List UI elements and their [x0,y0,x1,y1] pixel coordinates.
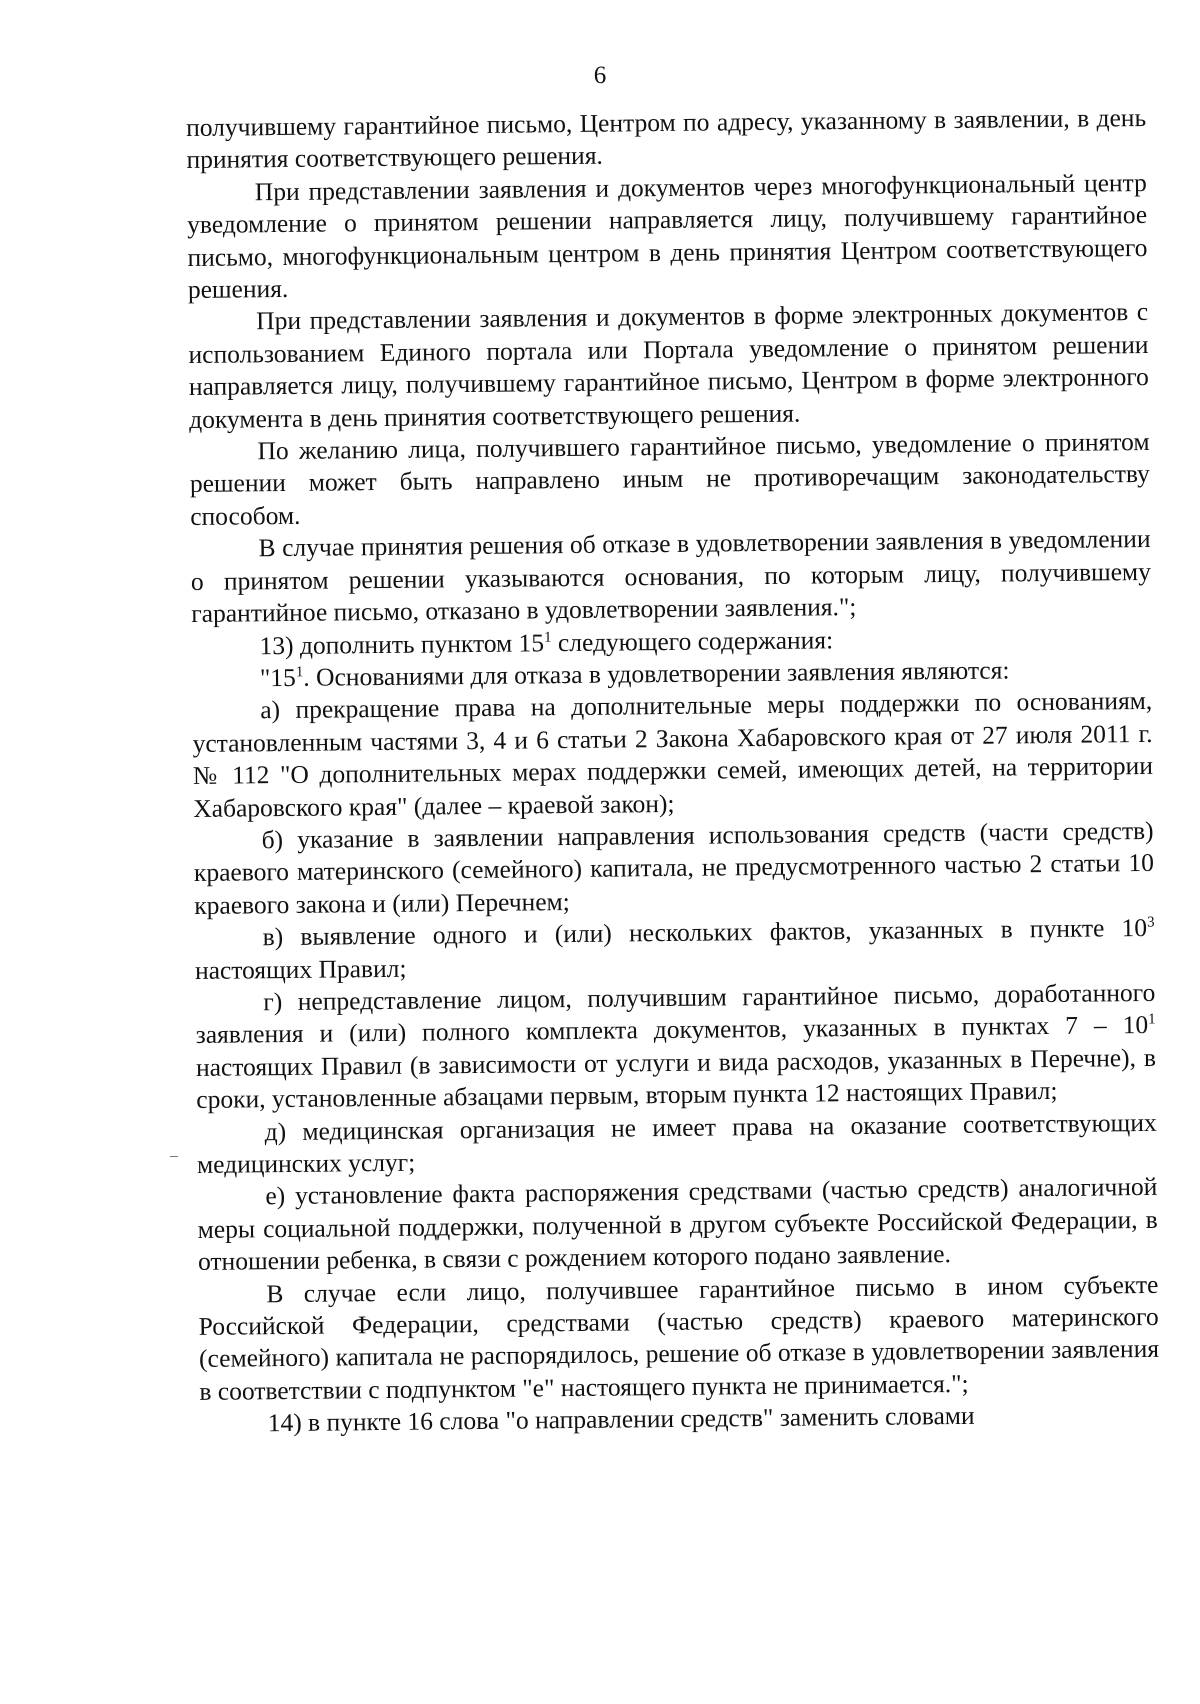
paragraph-text: настоящих Правил (в зависимости от услуги и вида расходов, указанных в Перечне), в сроки, установленные абзацами первым, вторым пункта 12 настоящих Правил; [195,1042,1157,1115]
superscript: 1 [543,629,552,646]
page-number: 6 [593,62,607,89]
paragraph-text: настоящих Правил; [194,953,407,985]
scan-artifact [170,1156,178,1157]
amendment-item-14: 14) в пункте 16 слова "о направлении средств" заменить словами [267,1401,975,1438]
superscript: 3 [1146,914,1155,931]
paragraph-text: . Основаниями для отказа в удовлетворении заявления являются: [303,655,1010,692]
paragraph: получившему гарантийное письмо, Центром по адресу, указанному в заявлении, в день принятия соответствующего решения. [186,102,1147,175]
subclause-v [194,912,1155,987]
subclause-d: д) медицинская организация не имеет права на оказание соответствующих медицинских услуг; [196,1107,1157,1179]
paragraph-text: следующего содержания: [551,624,834,657]
paragraph: При представлении заявления и документов в форме электронных документов с использованием Единого портала или Портала уведомление о принятом решении направляется лицу, получившему гарантийное письмо, Центром в форме электронного документа в день принятия соответствующего решения. [188,297,1149,434]
superscript: 1 [1147,1011,1156,1028]
subclause-g [195,977,1156,1117]
document-body [186,102,1160,1441]
subclause-e: е) установление факта распоряжения средствами (частью средств) аналогичной меры социальной поддержки, полученной в другом субъекте Российской Федерации, в отношении ребенка, в связи с рождением которого подано заявление. [197,1172,1158,1277]
subclause-b: б) указание в заявлении направления использования средств (части средств) краевого материнского (семейного) капитала, не предусмотренного частью 2 статьи 10 краевого закона и (или) Перечнем; [193,815,1155,920]
paragraph-text: 13) дополнить пунктом 15 [259,627,545,660]
paragraph: В случае принятия решения об отказе в удовлетворении заявления в уведомлении о принятом решении указываются основания, по которым лицу, получившему гарантийное письмо, отказано в удовлетворении заявления."; [190,524,1152,629]
paragraph: В случае если лицо, получившее гарантийное письмо в ином субъекте Российской Федерации, средствами (частью средств) краевого материнского (семейного) капитала не распорядилось, решение об отказе в удовлетворении заявления в соответствии с подпунктом "е" настоящего пункта не принимается."; [198,1269,1160,1406]
subclause-a: а) прекращение права на дополнительные меры поддержки по основаниям, установленным частями 3, 4 и 6 статьи 2 Закона Хабаровского края от 27 июля 2011 г. № 112 "О дополнительных мерах поддержки семей, имеющих детей, на территории Хабаровского края" (далее – краевой закон); [192,686,1154,823]
paragraph-text: в) выявление одного и (или) нескольких фактов, указанных в пункте 10 [262,913,1148,952]
paragraph-text: г) непредставление лицом, получившим гарантийное письмо, доработанного заявления и (или) полного комплекта документов, указанных в пунктах 7 – 10 [195,977,1156,1050]
paragraph: При представлении заявления и документов через многофункциональный центр уведомление о принятом решении направляется лицу, получившему гарантийное письмо, многофункциональным центром в день принятия Центром соответствующего решения. [187,167,1148,305]
paragraph-text: "15 [259,662,296,693]
superscript: 1 [295,664,304,681]
paragraph: По желанию лица, получившего гарантийное письмо, уведомление о принятом решении может быть направлено иным не противоречащим законодательству способом. [189,426,1150,531]
